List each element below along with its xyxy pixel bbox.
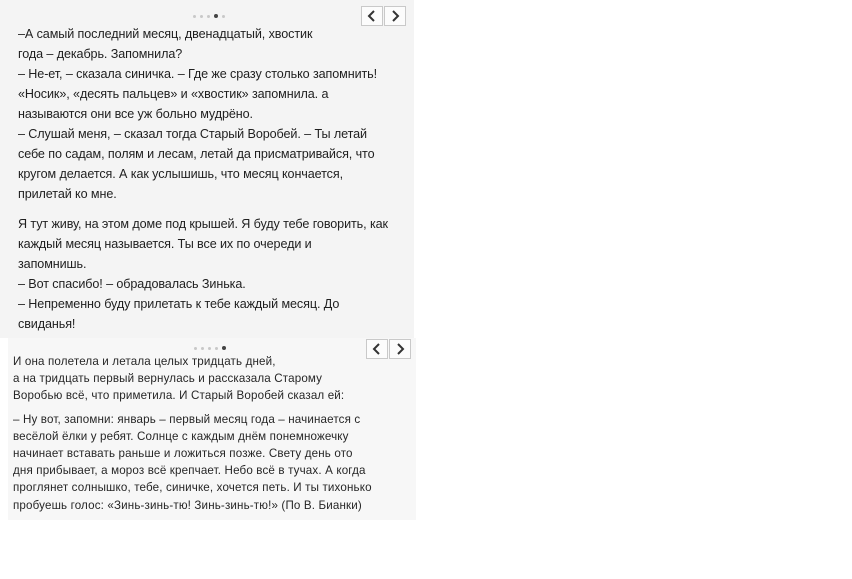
story-text <box>13 353 415 514</box>
pagination-dot[interactable] <box>193 15 196 18</box>
story-panel-bottom <box>8 338 416 520</box>
pagination-dot[interactable] <box>200 15 203 18</box>
story-panel-top <box>0 0 414 338</box>
pagination-dot-active[interactable] <box>222 346 226 350</box>
chevron-left-icon <box>367 10 377 22</box>
story-paragraph: –А самый последний месяц, двенадцатый, хвостик года – декабрь. Запомнила? – Не-ет, – сказала синичка. – Где же сразу столько запомнить! «Носик», «десять пальцев» и «хвостик» запомнила. а называются они все уж больно мудрёно. – Слушай меня, – сказал тогда Старый Воробей. – Ты летай себе по садам, полям и лесам, летай да присматривайся, что кругом делается. А как услышишь, что месяц кончается, прилетай ко мне. <box>18 27 378 201</box>
prev-slide-button[interactable] <box>361 6 383 26</box>
pagination-dot[interactable] <box>208 347 211 350</box>
chevron-right-icon <box>390 10 400 22</box>
pagination-dot-active[interactable] <box>214 14 218 18</box>
next-slide-button[interactable] <box>384 6 406 26</box>
pagination-dot[interactable] <box>207 15 210 18</box>
story-paragraph: – Ну вот, запомни: январь – первый месяц года – начинается с весёлой ёлки у ребят. Солнце с каждым днём понемножечку начинает вставать раньше и ложиться позже. Свету день ото дня прибывает, а мороз всё крепчает. Небо всё в тучах. А когда проглянет солнышко, тебе, синичке, хочется петь. И ты тихонько пробуешь голос: «Зинь-зинь-тю! Зинь-зинь-тю!» (По В. Бианки) <box>13 412 372 512</box>
story-paragraph: И она полетела и летала целых тридцать дней, а на тридцать первый вернулась и рассказала Старому Воробью всё, что приметила. И Старый Воробей сказал ей: <box>13 355 345 403</box>
story-paragraph: Я тут живу, на этом доме под крышей. Я буду тебе говорить, как каждый месяц называется. Ты все их по очереди и запомнишь. – Вот спасибо! – обрадовалась Зинька. – Непременно буду прилетать к тебе каждый месяц. До свиданья! <box>18 217 388 331</box>
story-text <box>18 24 410 334</box>
pagination-dot[interactable] <box>201 347 204 350</box>
pagination-dots <box>194 346 226 350</box>
pagination-dot[interactable] <box>194 347 197 350</box>
pagination-dot[interactable] <box>215 347 218 350</box>
pagination-dots <box>193 14 225 18</box>
slide-navigation <box>361 6 406 26</box>
pagination-dot[interactable] <box>222 15 225 18</box>
